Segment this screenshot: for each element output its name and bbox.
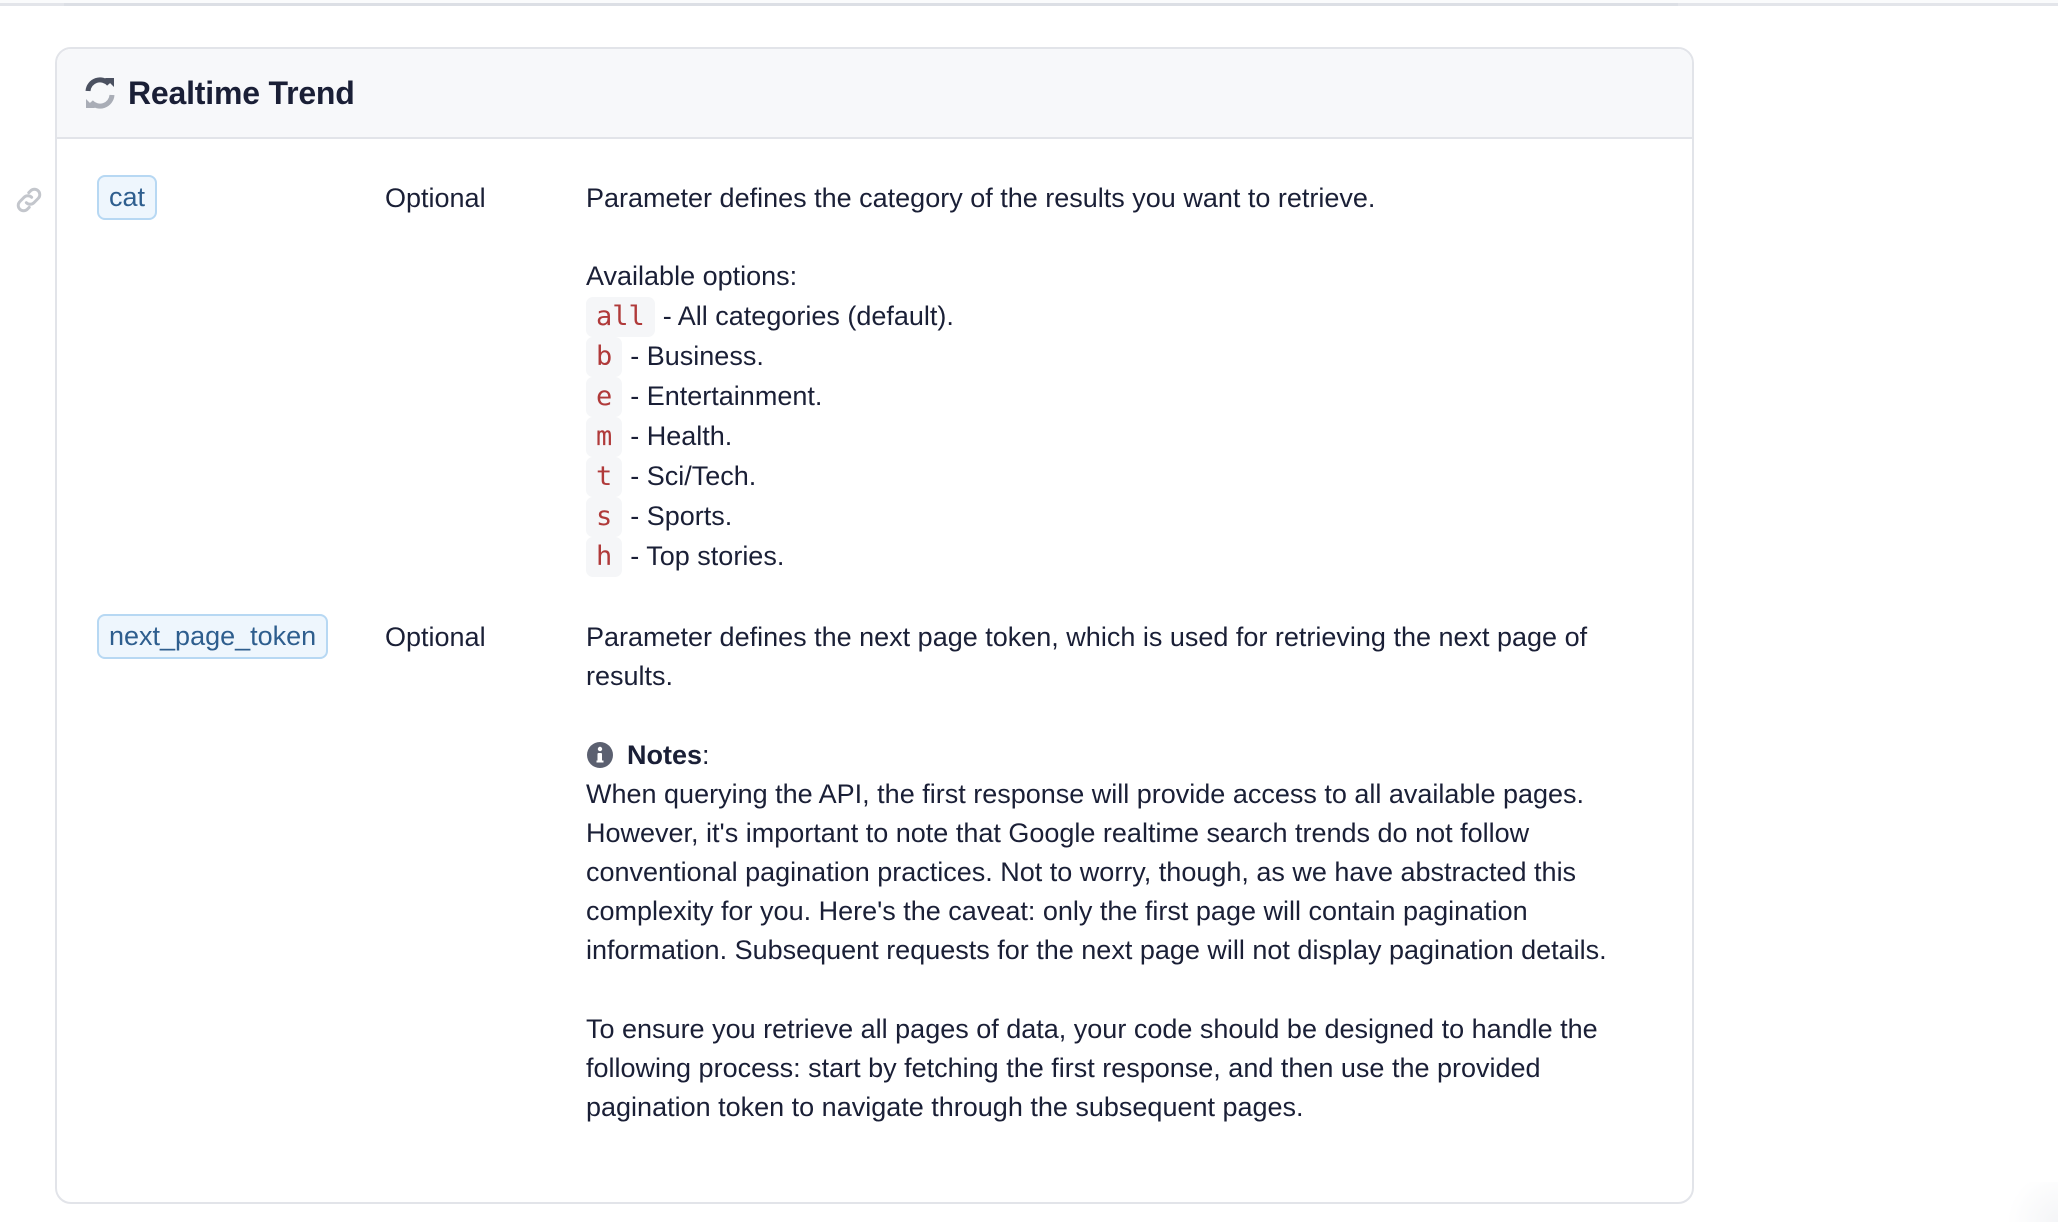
option-item <box>586 337 1656 377</box>
notes-paragraph: To ensure you retrieve all pages of data, your code should be designed to handle the following process: start by fetching the first response, and then use the provided pagination token to navigate through the subsequent pages. <box>586 1013 1598 1123</box>
notes-label: Notes <box>627 739 703 770</box>
description-text: Parameter defines the next page token, which is used for retrieving the next page of results. <box>586 622 1588 692</box>
option-code: s <box>586 497 622 537</box>
option-code: m <box>586 417 622 457</box>
realtime-trend-card <box>55 47 1694 1204</box>
link-anchor-icon[interactable] <box>13 184 45 216</box>
option-item <box>586 457 1656 497</box>
info-icon <box>586 741 614 769</box>
param-description <box>586 618 1656 1127</box>
corner-decoration <box>1998 1182 2058 1222</box>
option-item <box>586 417 1656 457</box>
refresh-icon <box>83 76 117 110</box>
option-text: - All categories (default). <box>662 300 954 331</box>
option-code: h <box>586 537 622 577</box>
option-text: - Sports. <box>630 500 733 531</box>
option-item <box>586 537 1656 577</box>
notes-heading <box>586 736 1656 775</box>
notes-paragraph: When querying the API, the first response will provide access to all available pages. However, it's important to note that Google realtime search trends do not follow conventional pagination practices. Not to worry, though, as we have abstracted this complexity for you. Here's the caveat: only the first page will contain pagination information. Subsequent requests for the next page will not display pagination details. <box>586 778 1607 966</box>
param-name-badge[interactable]: next_page_token <box>97 614 328 659</box>
card-header <box>57 49 1692 139</box>
notes-colon: : <box>702 739 710 770</box>
option-text: - Health. <box>630 420 733 451</box>
section-title: Realtime Trend <box>128 74 355 111</box>
option-code: t <box>586 457 622 497</box>
option-text: - Entertainment. <box>630 380 823 411</box>
previous-section-bottom-border <box>0 0 2058 6</box>
param-description <box>586 179 1656 577</box>
option-code: e <box>586 377 622 417</box>
option-item <box>586 377 1656 417</box>
description-text: Parameter defines the category of the results you want to retrieve. <box>586 183 1376 213</box>
option-text: - Top stories. <box>630 540 785 571</box>
param-requirement: Optional <box>385 622 486 652</box>
param-name-badge[interactable]: cat <box>97 175 157 220</box>
option-item <box>586 297 1656 337</box>
options-label: Available options: <box>586 261 798 292</box>
param-requirement: Optional <box>385 183 486 213</box>
option-text: - Business. <box>630 340 764 371</box>
option-item <box>586 497 1656 537</box>
option-code: all <box>586 297 655 337</box>
option-text: - Sci/Tech. <box>630 460 757 491</box>
option-code: b <box>586 337 622 377</box>
